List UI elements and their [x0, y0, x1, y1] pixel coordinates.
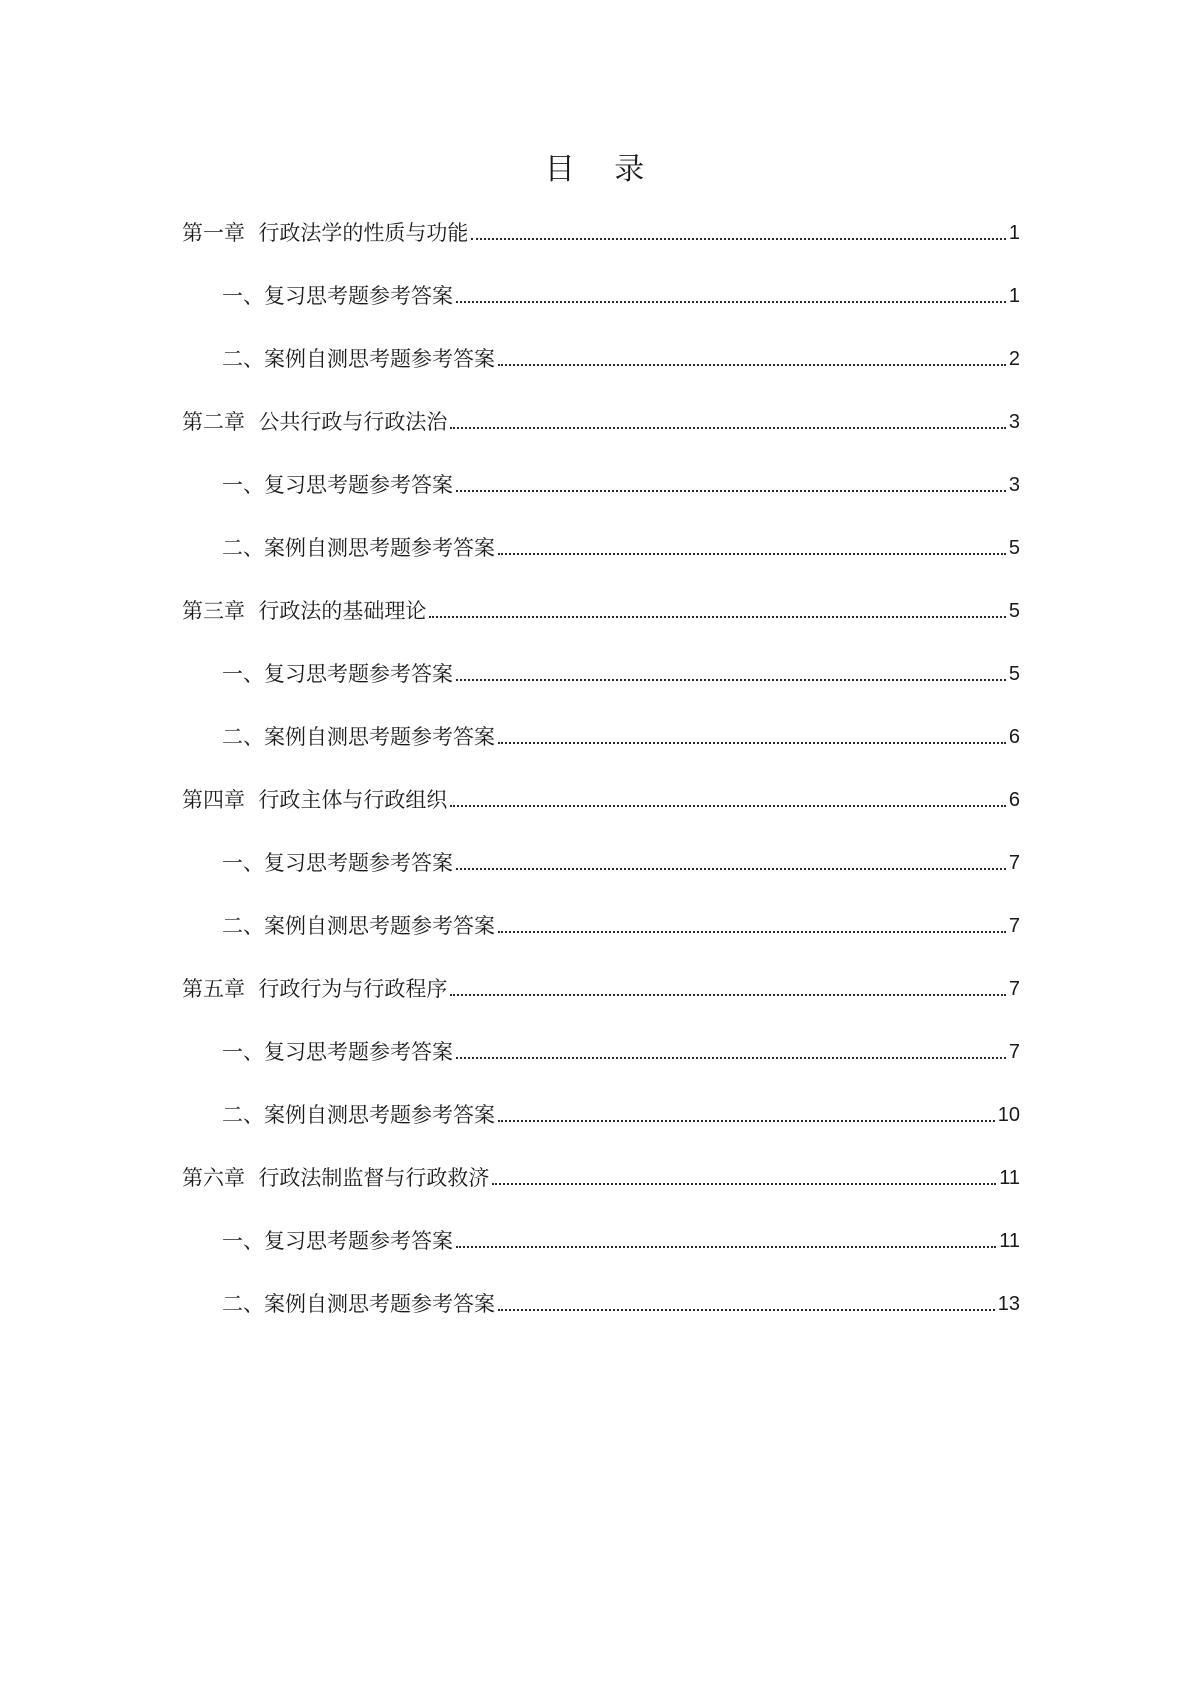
toc-dot-leader — [498, 1309, 995, 1311]
toc-section-entry[interactable] — [222, 279, 1020, 309]
toc-entry-label: 二、案例自测思考题参考答案 — [222, 347, 495, 371]
toc-page-number: 7 — [1008, 852, 1020, 874]
toc-entry-label: 第三章 行政法的基础理论 — [182, 599, 427, 623]
toc-page-number: 6 — [1008, 789, 1020, 811]
toc-page-number: 7 — [1008, 1041, 1020, 1063]
toc-section-entry[interactable] — [222, 468, 1020, 498]
toc-dot-leader — [450, 805, 1006, 807]
toc-dot-leader — [429, 616, 1006, 618]
toc-page-number: 10 — [997, 1104, 1020, 1126]
toc-page-number: 6 — [1008, 726, 1020, 748]
toc-page-number: 5 — [1008, 663, 1020, 685]
toc-page-number: 1 — [1008, 222, 1020, 244]
toc-page-number: 7 — [1008, 978, 1020, 1000]
toc-page-number: 5 — [1008, 600, 1020, 622]
toc-dot-leader — [471, 238, 1006, 240]
toc-page-number: 7 — [1008, 915, 1020, 937]
toc-page-number: 11 — [999, 1167, 1020, 1189]
toc-entry-label: 第一章 行政法学的性质与功能 — [182, 221, 469, 245]
toc-section-entry[interactable] — [222, 531, 1020, 561]
toc-section-entry[interactable] — [222, 909, 1020, 939]
toc-entry-label: 第四章 行政主体与行政组织 — [182, 788, 448, 812]
toc-entry-label: 第二章 公共行政与行政法治 — [182, 410, 448, 434]
toc-dot-leader — [456, 1246, 996, 1248]
toc-section-entry[interactable] — [222, 657, 1020, 687]
toc-page-number: 5 — [1008, 537, 1020, 559]
toc-section-entry[interactable] — [222, 720, 1020, 750]
toc-dot-leader — [492, 1183, 996, 1185]
toc-chapter-entry[interactable] — [182, 1161, 1020, 1191]
toc-page-number: 11 — [999, 1230, 1020, 1252]
toc-chapter-entry[interactable] — [182, 594, 1020, 624]
toc-entry-label: 二、案例自测思考题参考答案 — [222, 914, 495, 938]
toc-page-number: 1 — [1008, 285, 1020, 307]
toc-title: 目 录 — [544, 152, 647, 187]
toc-page-number: 3 — [1008, 411, 1020, 433]
toc-entry-label: 一、复习思考题参考答案 — [222, 473, 453, 497]
toc-dot-leader — [456, 1057, 1006, 1059]
toc-entry-label: 第六章 行政法制监督与行政救济 — [182, 1166, 490, 1190]
toc-dot-leader — [498, 931, 1006, 933]
toc-section-entry[interactable] — [222, 1098, 1020, 1128]
toc-entry-label: 二、案例自测思考题参考答案 — [222, 1103, 495, 1127]
toc-dot-leader — [498, 553, 1006, 555]
toc-page-number: 3 — [1008, 474, 1020, 496]
toc-section-entry[interactable] — [222, 1035, 1020, 1065]
toc-section-entry[interactable] — [222, 846, 1020, 876]
toc-entry-label: 二、案例自测思考题参考答案 — [222, 536, 495, 560]
toc-entry-label: 二、案例自测思考题参考答案 — [222, 725, 495, 749]
toc-entry-label: 一、复习思考题参考答案 — [222, 1229, 453, 1253]
toc-dot-leader — [450, 427, 1006, 429]
toc-entry-label: 一、复习思考题参考答案 — [222, 284, 453, 308]
toc-dot-leader — [450, 994, 1006, 996]
toc-section-entry[interactable] — [222, 342, 1020, 372]
toc-chapter-entry[interactable] — [182, 783, 1020, 813]
toc-entry-label: 一、复习思考题参考答案 — [222, 662, 453, 686]
toc-dot-leader — [498, 364, 1006, 366]
toc-dot-leader — [498, 742, 1006, 744]
toc-dot-leader — [456, 868, 1006, 870]
toc-page-number: 2 — [1008, 348, 1020, 370]
toc-chapter-entry[interactable] — [182, 405, 1020, 435]
toc-dot-leader — [498, 1120, 995, 1122]
toc-chapter-entry[interactable] — [182, 216, 1020, 246]
toc-entry-label: 一、复习思考题参考答案 — [222, 1040, 453, 1064]
toc-chapter-entry[interactable] — [182, 972, 1020, 1002]
toc-entry-label: 一、复习思考题参考答案 — [222, 851, 453, 875]
toc-dot-leader — [456, 490, 1006, 492]
toc-section-entry[interactable] — [222, 1287, 1020, 1317]
toc-dot-leader — [456, 679, 1006, 681]
toc-entry-label: 二、案例自测思考题参考答案 — [222, 1292, 495, 1316]
toc-dot-leader — [456, 301, 1006, 303]
toc-page-number: 13 — [997, 1293, 1020, 1315]
toc-section-entry[interactable] — [222, 1224, 1020, 1254]
toc-entry-label: 第五章 行政行为与行政程序 — [182, 977, 448, 1001]
